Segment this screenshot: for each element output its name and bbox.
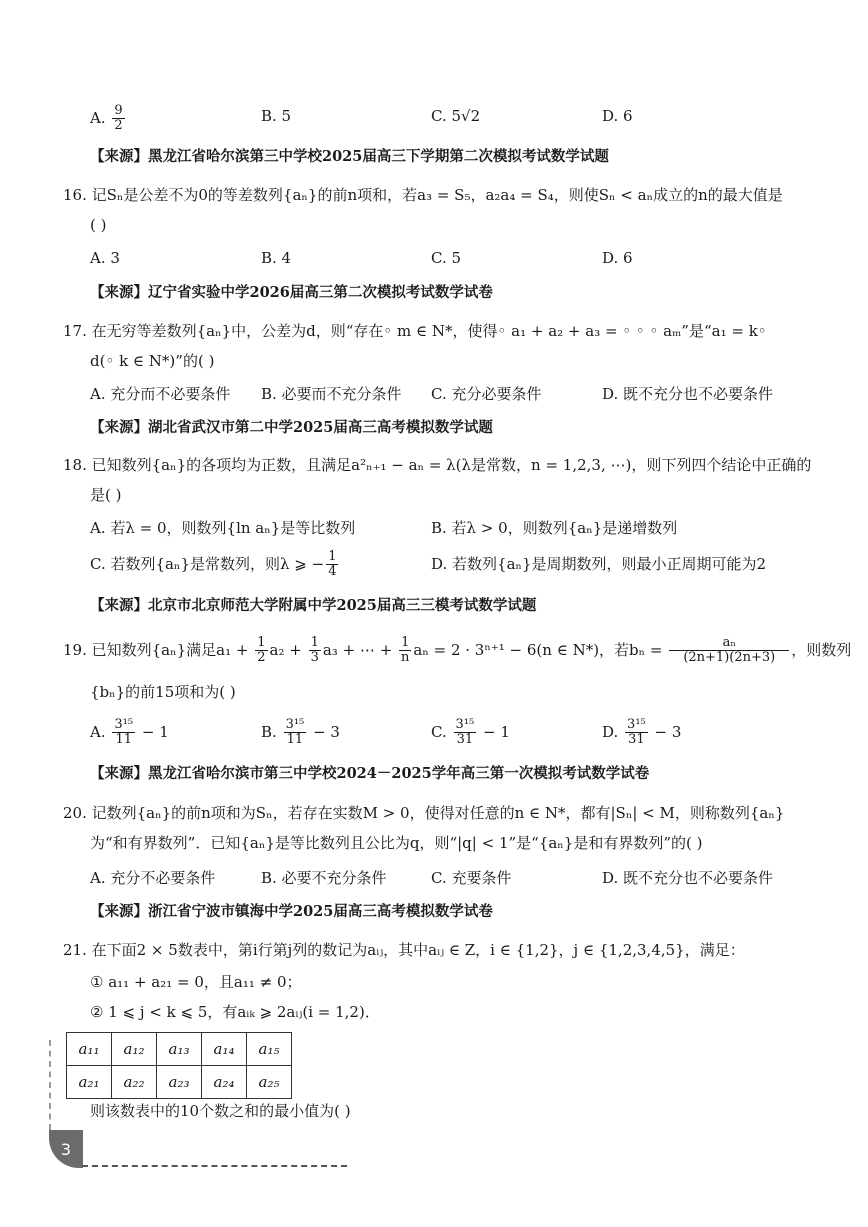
page-number-badge: 3	[49, 1130, 83, 1168]
table-cell: a₂₅	[247, 1066, 292, 1099]
numerator: 1	[310, 635, 319, 650]
numerator: 1	[257, 635, 266, 650]
q18-option-b: B. 若λ > 0，则数列{aₙ}是递增数列	[431, 519, 678, 537]
q15-option-d: D. 6	[602, 107, 633, 125]
fraction	[112, 104, 124, 134]
q21-number-table	[66, 1032, 292, 1099]
option-text: − 3	[654, 722, 682, 741]
q17-option-b: B. 必要而不充分条件	[261, 385, 402, 403]
q16-source: 【来源】辽宁省实验中学2026届高三第二次模拟考试数学试卷	[90, 284, 493, 301]
table-cell: a₂₄	[202, 1066, 247, 1099]
q20-option-a: A. 充分不必要条件	[90, 869, 216, 887]
denominator: n	[401, 650, 410, 666]
q17-option-d: D. 既不充分也不必要条件	[602, 385, 774, 403]
denominator: 4	[328, 564, 337, 580]
table-cell: a₂₁	[67, 1066, 112, 1099]
fraction	[309, 636, 321, 666]
q18-stem: 18. 已知数列{aₙ}的各项均为正数，且满足a²ₙ₊₁ − aₙ = λ(λ是常数，n = 1,2,3, ⋯)，则下列四个结论中正确的	[63, 456, 812, 474]
option-label: C.	[431, 722, 447, 741]
table-cell: a₂₃	[157, 1066, 202, 1099]
q16-option-a: A. 3	[90, 249, 120, 267]
fraction	[454, 718, 477, 748]
q21-condition-2: ② 1 ⩽ j < k ⩽ 5，有aᵢₖ ⩾ 2aᵢⱼ(i = 1,2)．	[90, 1003, 380, 1021]
numerator: 3¹⁵	[114, 717, 134, 732]
numerator: 9	[114, 103, 123, 118]
option-label: D.	[602, 722, 619, 741]
fraction	[625, 718, 648, 748]
text: aₙ = 2 · 3ⁿ⁺¹ − 6(n ∈ N*)，若bₙ =	[413, 640, 663, 659]
fraction	[284, 718, 307, 748]
q17-option-a: A. 充分而不必要条件	[90, 385, 231, 403]
q17-stem: 17. 在无穷等差数列{aₙ}中，公差为d，则“存在◦ m ∈ N*，使得◦ a₁ + a₂ + a₃ = ◦ ◦ ◦ aₘ”是“a₁ = k◦	[63, 322, 767, 340]
fraction	[669, 636, 789, 666]
q18-stem-cont: 是( )	[90, 486, 122, 504]
numerator: 3¹⁵	[285, 717, 305, 732]
q20-option-d: D. 既不充分也不必要条件	[602, 869, 774, 887]
q19-stem-cont: {bₙ}的前15项和为( )	[90, 683, 236, 701]
table-cell: a₁₂	[112, 1033, 157, 1066]
table-cell: a₁₄	[202, 1033, 247, 1066]
q18-option-d: D. 若数列{aₙ}是周期数列，则最小正周期可能为2	[431, 555, 767, 573]
q20-option-c: C. 充要条件	[431, 869, 512, 887]
fraction	[326, 550, 338, 580]
text: ，则数列	[791, 640, 852, 659]
q17-stem-cont: d(◦ k ∈ N*)”的( )	[90, 352, 215, 370]
q20-stem-cont: 为“和有界数列”．已知{aₙ}是等比数列且公比为q，则“|q| < 1”是“{aₙ}是和有界数列”的( )	[90, 834, 703, 852]
denominator: 11	[286, 732, 304, 748]
denominator: (2n+1)(2n+3)	[683, 650, 776, 666]
table-cell: a₂₂	[112, 1066, 157, 1099]
text: 19. 已知数列{aₙ}满足a₁ +	[63, 640, 249, 659]
table-cell: a₁₅	[247, 1033, 292, 1066]
option-text: C. 若数列{aₙ}是常数列，则λ ⩾ −	[90, 554, 325, 573]
q16-option-c: C. 5	[431, 249, 462, 267]
q18-option-a: A. 若λ = 0，则数列{ln aₙ}是等比数列	[90, 519, 356, 537]
option-label: A.	[90, 722, 106, 741]
q18-option-c	[90, 550, 340, 580]
fraction	[399, 636, 411, 666]
option-text: − 1	[482, 722, 510, 741]
denominator: 31	[628, 732, 645, 748]
denominator: 2	[114, 118, 123, 134]
numerator: 3¹⁵	[627, 717, 646, 732]
denominator: 3	[310, 650, 319, 666]
q19-option-c	[431, 718, 510, 748]
denominator: 2	[257, 650, 266, 666]
denominator: 11	[115, 732, 133, 748]
q21-question: 则该数表中的10个数之和的最小值为( )	[90, 1102, 351, 1120]
numerator: 1	[328, 549, 337, 564]
q15-source: 【来源】黑龙江省哈尔滨第三中学校2025届高三下学期第二次模拟考试数学试题	[90, 148, 609, 165]
table-row	[67, 1033, 292, 1066]
q21-stem: 21. 在下面2 × 5数表中，第i行第j列的数记为aᵢⱼ，其中aᵢⱼ ∈ Z，i ∈ {1,2}，j ∈ {1,2,3,4,5}，满足：	[63, 941, 745, 959]
q19-stem	[63, 636, 851, 666]
q16-option-d: D. 6	[602, 249, 633, 267]
q17-source: 【来源】湖北省武汉市第二中学2025届高三高考模拟数学试题	[90, 419, 493, 436]
q19-source: 【来源】黑龙江省哈尔滨市第三中学校2024－2025学年高三第一次模拟考试数学试卷	[90, 765, 650, 782]
option-text: − 3	[313, 722, 340, 741]
denominator: 31	[456, 732, 474, 748]
q18-source: 【来源】北京市北京师范大学附属中学2025届高三三模考试数学试题	[90, 597, 537, 614]
option-text: − 1	[141, 722, 169, 741]
table-cell: a₁₃	[157, 1033, 202, 1066]
q15-option-b: B. 5	[261, 107, 292, 125]
q16-blank: ( )	[90, 216, 107, 234]
fraction	[112, 718, 135, 748]
text: a₂ +	[269, 640, 302, 659]
q19-option-b	[261, 718, 340, 748]
q16-stem: 16. 记Sₙ是公差不为0的等差数列{aₙ}的前n项和，若a₃ = S₅，a₂a₄ = S₄，则使Sₙ < aₙ成立的n的最大值是	[63, 186, 783, 204]
q21-condition-1: ① a₁₁ + a₂₁ = 0，且a₁₁ ≠ 0；	[90, 973, 302, 991]
numerator: 1	[399, 636, 411, 651]
table-row	[67, 1066, 292, 1099]
q19-option-d	[602, 718, 681, 748]
numerator: aₙ	[669, 636, 789, 651]
footer-dashed-line	[82, 1165, 347, 1167]
margin-dashed-line	[49, 1040, 51, 1130]
text: a₃ + ⋯ +	[322, 640, 393, 659]
q19-option-a	[90, 718, 169, 748]
q15-option-a	[90, 104, 127, 134]
q17-option-c: C. 充分必要条件	[431, 385, 542, 403]
q16-option-b: B. 4	[261, 249, 292, 267]
q20-option-b: B. 必要不充分条件	[261, 869, 387, 887]
numerator: 3¹⁵	[455, 717, 475, 732]
q20-source: 【来源】浙江省宁波市镇海中学2025届高三高考模拟数学试卷	[90, 903, 493, 920]
option-label: B.	[261, 722, 277, 741]
q20-stem: 20. 记数列{aₙ}的前n项和为Sₙ，若存在实数M > 0，使得对任意的n ∈ N*，都有|Sₙ| < M，则称数列{aₙ}	[63, 804, 785, 822]
q15-option-c: C. 5√2	[431, 107, 481, 125]
option-label: A.	[90, 108, 106, 127]
fraction	[255, 636, 267, 666]
table-cell: a₁₁	[67, 1033, 112, 1066]
